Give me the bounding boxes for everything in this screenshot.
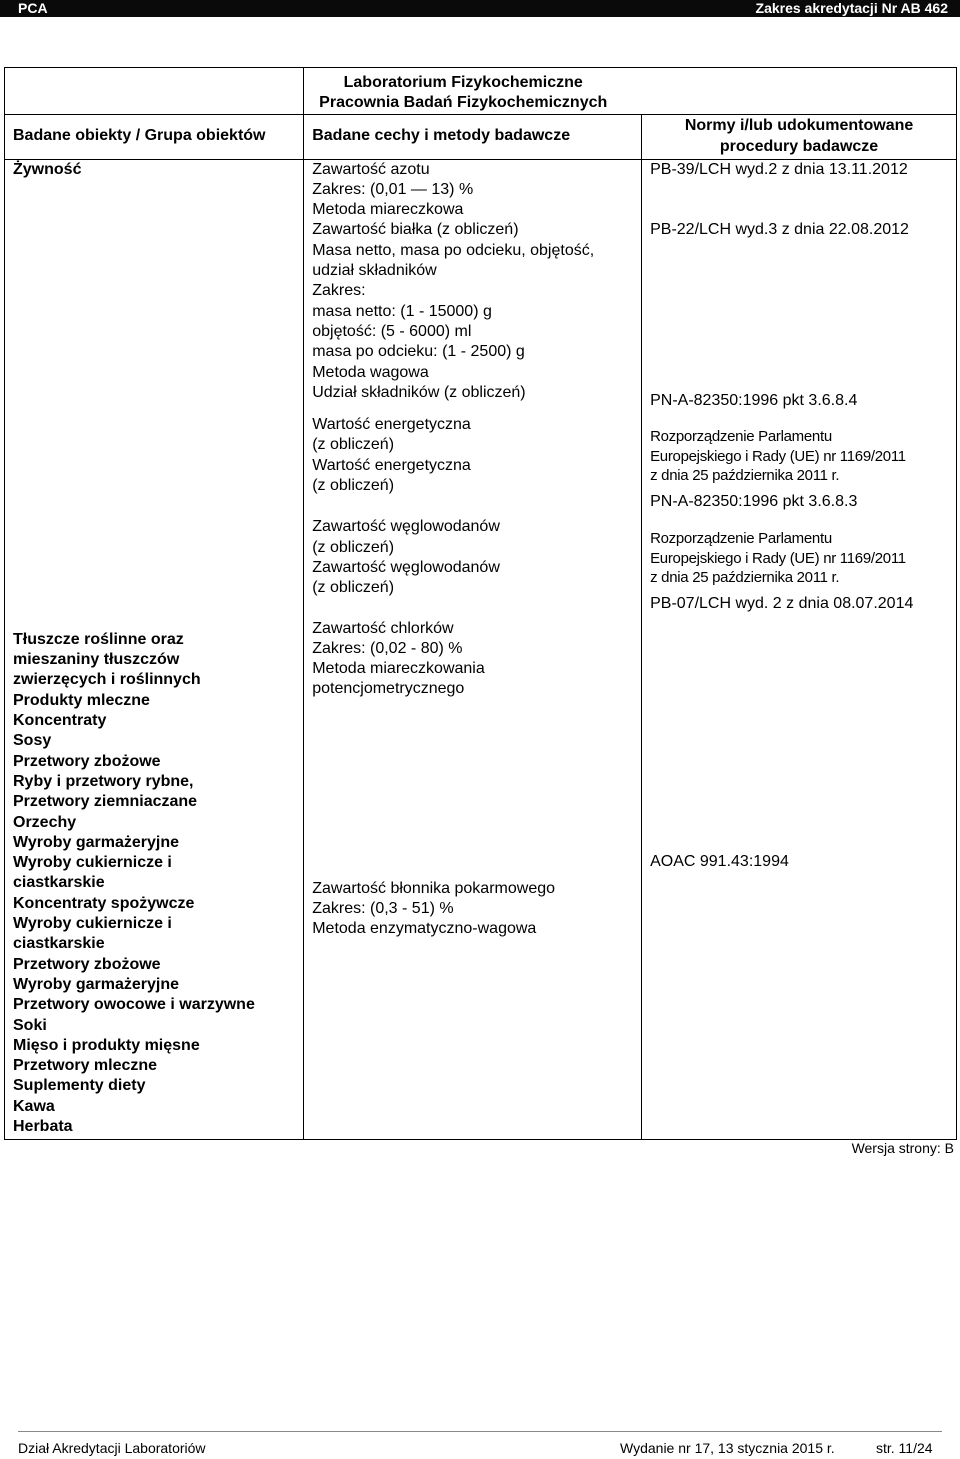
column-header-methods: Badane cechy i metody badawcze (304, 114, 642, 159)
text-line: Tłuszcze roślinne oraz (13, 630, 184, 648)
text-line: Zawartość chlorków (312, 619, 454, 637)
text-line: masa netto: (1 - 15000) g (312, 302, 492, 320)
text-line: Metoda wagowa (312, 363, 429, 381)
accreditation-scope-table (4, 67, 957, 1140)
text-line: Koncentraty spożywcze (13, 894, 195, 912)
text-line: udział składników (312, 262, 437, 280)
text-line: (z obliczeń) (312, 579, 395, 597)
text-line: Europejskiego i Rady (UE) nr 1169/2011 (650, 447, 906, 465)
object-group-food: Żywność (13, 160, 82, 178)
text-line: Rozporządzenie Parlamentu (650, 530, 832, 548)
text-line: Przetwory zbożowe (13, 955, 161, 973)
text-line: Wyroby cukiernicze i (13, 915, 172, 933)
text-line: Wartość energetyczna (312, 456, 471, 474)
text-line: Udział składników (z obliczeń) (312, 383, 526, 401)
text-line: Metoda enzymatyczno-wagowa (312, 920, 537, 938)
text-line: (z obliczeń) (312, 538, 395, 556)
text-line: Przetwory owocowe i warzywne (13, 996, 255, 1014)
text-line: Produkty mleczne (13, 691, 150, 709)
text-line: Masa netto, masa po odcieku, objętość, (312, 241, 595, 259)
text-line: z dnia 25 października 2011 r. (650, 569, 840, 587)
text-line: Zawartość białka (z obliczeń) (312, 221, 519, 239)
text-line: Zawartość azotu (312, 160, 430, 178)
text-line: AOAC 991.43:1994 (650, 853, 789, 871)
text-line: Orzechy (13, 813, 77, 831)
text-line: (z obliczeń) (312, 477, 395, 495)
lab-unit: Pracownia Badań Fizykochemicznych (319, 94, 608, 112)
objects-cell (5, 159, 304, 1139)
header-org: PCA (18, 0, 48, 16)
norms-cell (642, 159, 957, 1139)
footer-department: Dział Akredytacji Laboratoriów (18, 1440, 206, 1456)
method-nitrogen (312, 160, 641, 241)
norm-pn-energy (650, 391, 956, 411)
norm-pn-carbs (650, 492, 956, 512)
text-line: objętość: (5 - 6000) ml (312, 322, 472, 340)
footer-divider (18, 1431, 942, 1432)
norm-eu-energy (650, 427, 956, 486)
page-version: Wersja strony: B (851, 1140, 954, 1156)
text-line: Metoda miareczkowa (312, 201, 464, 219)
methods-cell (304, 159, 642, 1139)
text-line: Przetwory zbożowe (13, 752, 161, 770)
method-energy-pn (312, 415, 641, 456)
text-line: Wyroby garmażeryjne (13, 833, 179, 851)
column-header-norms: Normy i/lub udokumentowane procedury badawcze (642, 114, 957, 159)
text-line: Zakres: (0,3 - 51) % (312, 900, 454, 918)
text-line: Sosy (13, 732, 52, 750)
text-line: (z obliczeń) (312, 436, 395, 454)
text-line: Europejskiego i Rady (UE) nr 1169/2011 (650, 549, 906, 567)
text-line: masa po odcieku: (1 - 2500) g (312, 343, 525, 361)
text-line: zwierzęcych i roślinnych (13, 671, 201, 689)
norm-eu-carbs (650, 529, 956, 588)
method-carbs-eu (312, 558, 641, 599)
text-line: Mięso i produkty mięsne (13, 1036, 200, 1054)
page-footer (0, 1435, 960, 1459)
page-header-bar (0, 0, 960, 17)
text-line: PN-A-82350:1996 pkt 3.6.8.4 (650, 392, 858, 410)
text-line: Koncentraty (13, 712, 107, 730)
text-line: PN-A-82350:1996 pkt 3.6.8.3 (650, 492, 858, 510)
text-line: Zakres: (312, 282, 366, 300)
text-line: Zakres: (0,01 — 13) % (312, 180, 474, 198)
method-energy-eu (312, 456, 641, 497)
text-line: Metoda miareczkowania (312, 660, 485, 678)
text-line: ciastkarskie (13, 935, 105, 953)
method-mass (312, 241, 641, 403)
text-line: Ryby i przetwory rybne, (13, 772, 194, 790)
norm-pb22 (650, 220, 956, 240)
object-group-list (13, 630, 303, 1137)
norm-aoac (650, 852, 956, 872)
text-line: Wyroby garmażeryjne (13, 975, 179, 993)
norm-pb39 (650, 160, 956, 180)
footer-page-number: str. 11/24 (876, 1440, 933, 1456)
text-line: PB-22/LCH wyd.3 z dnia 22.08.2012 (650, 220, 909, 238)
text-line: mieszaniny tłuszczów (13, 651, 180, 669)
text-line: Kawa (13, 1097, 55, 1115)
text-line: Zawartość błonnika pokarmowego (312, 879, 556, 897)
method-chlorides (312, 619, 641, 700)
text-line: PB-39/LCH wyd.2 z dnia 13.11.2012 (650, 160, 908, 178)
text-line: Suplementy diety (13, 1077, 146, 1095)
method-carbs-pn (312, 517, 641, 558)
text-line: Zakres: (0,02 - 80) % (312, 639, 463, 657)
text-line: Wartość energetyczna (312, 416, 471, 434)
text-line: Przetwory ziemniaczane (13, 793, 198, 811)
text-line: PB-07/LCH wyd. 2 z dnia 08.07.2014 (650, 594, 914, 612)
text-line: Herbata (13, 1118, 73, 1136)
text-line: Wyroby cukiernicze i (13, 854, 172, 872)
text-line: Rozporządzenie Parlamentu (650, 428, 832, 446)
text-line: potencjometrycznego (312, 680, 465, 698)
footer-edition: Wydanie nr 17, 13 stycznia 2015 r. (620, 1440, 835, 1456)
text-line: z dnia 25 października 2011 r. (650, 467, 840, 485)
text-line: ciastkarskie (13, 874, 105, 892)
method-fiber (312, 879, 641, 940)
lab-name-cell (304, 68, 957, 115)
norm-pb07 (650, 594, 956, 614)
text-line: Zawartość węglowodanów (312, 518, 500, 536)
text-line: Przetwory mleczne (13, 1057, 158, 1075)
header-title: Zakres akredytacji Nr AB 462 (755, 0, 948, 16)
column-header-objects: Badane obiekty / Grupa obiektów (5, 114, 304, 159)
text-line: Soki (13, 1016, 47, 1034)
lab-name: Laboratorium Fizykochemiczne (343, 74, 583, 91)
text-line: Zawartość węglowodanów (312, 558, 500, 576)
